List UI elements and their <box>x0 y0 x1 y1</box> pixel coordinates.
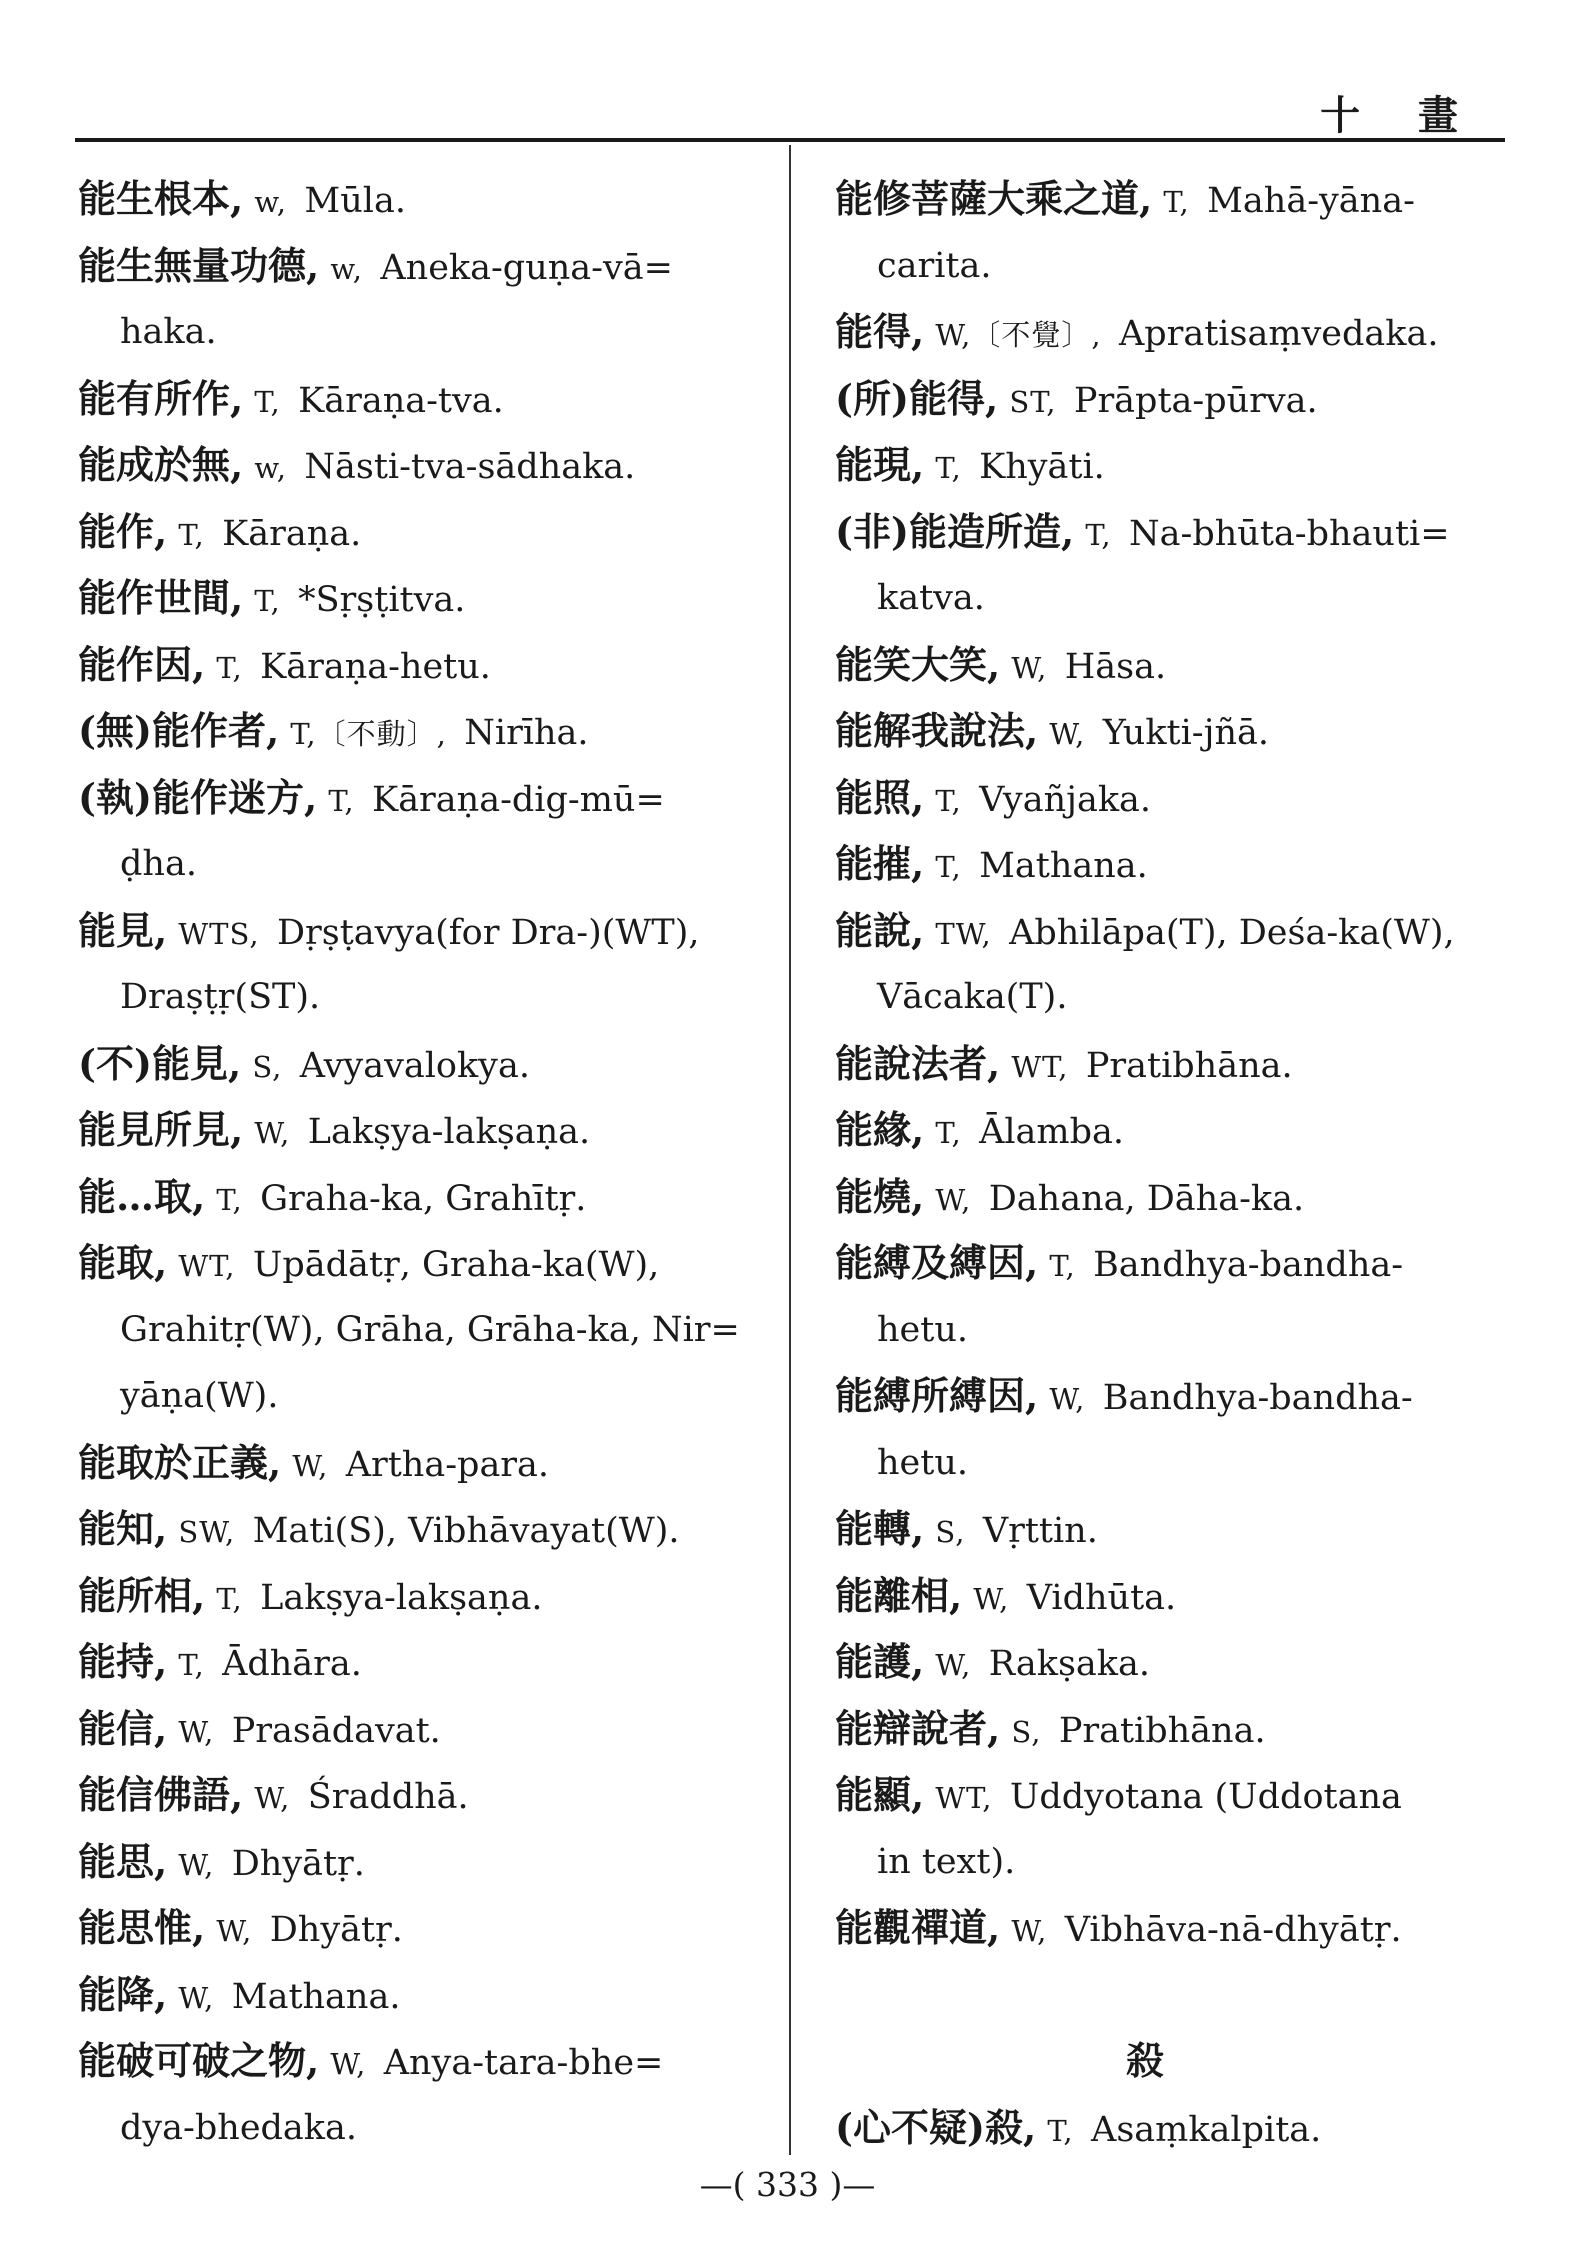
entry-source: S, <box>252 1049 283 1084</box>
entry-source: W, <box>292 1448 329 1483</box>
entry-sanskrit: Ādhāra. <box>222 1644 362 1684</box>
entry-first-line <box>78 2028 768 2095</box>
entry-term: 能說法者, <box>835 1040 1001 1086</box>
entry-term: 能辯說者, <box>835 1705 1001 1751</box>
entry-term: 能縛所縛因, <box>835 1373 1039 1418</box>
header-rule <box>75 138 1505 142</box>
dictionary-entry <box>78 898 768 1031</box>
entry-source: WTS, <box>178 916 260 951</box>
entry-term: 能有所作, <box>78 375 244 421</box>
entry-continuation: ḍha. <box>120 844 197 884</box>
entry-term: 能笑大笑, <box>835 641 1001 687</box>
dictionary-entry <box>78 1097 768 1164</box>
entry-first-line <box>835 1629 1515 1696</box>
dictionary-entry <box>835 1629 1515 1696</box>
dictionary-entry <box>78 233 768 366</box>
entry-term: 能轉, <box>835 1506 925 1551</box>
entry-continuation: hetu. <box>877 1309 968 1350</box>
dictionary-entry <box>78 765 768 898</box>
dictionary-entry <box>78 1164 768 1231</box>
entry-source: S, <box>935 1515 966 1549</box>
entry-source: T, <box>216 650 243 685</box>
entry-sanskrit: Avyavalokya. <box>299 1045 530 1086</box>
entry-sanskrit: Kāraṇa-hetu. <box>260 646 491 687</box>
dictionary-entry <box>835 765 1515 832</box>
entry-sanskrit: Śraddhā. <box>307 1777 469 1817</box>
entry-continuation: katva. <box>877 578 985 618</box>
entry-term: 能生根本, <box>78 176 244 221</box>
entry-sanskrit: Vṛttin. <box>982 1511 1098 1551</box>
entry-first-line <box>78 1962 768 2029</box>
dictionary-entry <box>78 1962 768 2029</box>
entry-sanskrit: Hāsa. <box>1064 646 1167 687</box>
entry-first-line <box>835 1496 1515 1563</box>
page-header <box>75 72 1505 142</box>
entry-first-line <box>835 1696 1515 1763</box>
entry-first-line <box>78 632 768 699</box>
entry-term: 能知, <box>78 1506 168 1551</box>
entry-source: T, <box>935 783 962 818</box>
entry-term: 能離相, <box>835 1572 963 1618</box>
right-column <box>835 166 1515 2161</box>
entry-term: 能得, <box>835 309 925 354</box>
entry-source: T, <box>1163 185 1190 219</box>
entry-sanskrit: Abhilāpa(T), Deśa-ka(W), <box>1009 912 1455 953</box>
dictionary-entry <box>78 499 768 566</box>
dictionary-entry <box>835 499 1515 632</box>
entry-first-line <box>78 1563 768 1630</box>
entry-source: T, <box>1049 1249 1076 1283</box>
entry-sanskrit: Na-bhūta-bhauti= <box>1129 513 1450 554</box>
entry-source: T, <box>216 1182 243 1217</box>
dictionary-entry <box>835 1563 1515 1630</box>
entry-term: 能取, <box>78 1240 168 1285</box>
entry-first-line <box>835 1895 1515 1962</box>
entry-first-line <box>78 1829 768 1896</box>
dictionary-entry <box>835 1895 1515 1962</box>
entry-continuation: yāṇa(W). <box>120 1376 279 1416</box>
entry-source: SW, <box>178 1515 236 1549</box>
entry-source: W, <box>973 1581 1010 1616</box>
dictionary-entry <box>78 366 768 433</box>
entry-term: 能燒, <box>835 1173 925 1219</box>
entry-first-line <box>78 1629 768 1696</box>
entry-continuation: dya-bhedaka. <box>120 2107 358 2148</box>
entry-first-line <box>835 765 1515 832</box>
entry-sanskrit: Graha-ka, Grahītṛ. <box>260 1178 587 1219</box>
entry-term: (無)能作者, <box>78 708 280 753</box>
entry-source: W, <box>330 2047 367 2081</box>
entry-sanskrit: Mati(S), Vibhāvayat(W). <box>252 1511 680 1551</box>
entry-sanskrit: Upādātṛ, Graha-ka(W), <box>252 1245 660 1285</box>
running-head: 十 畫 <box>1320 92 1480 139</box>
entry-source: W, <box>1011 1914 1048 1948</box>
dictionary-entry <box>78 1496 768 1563</box>
entry-first-line <box>78 898 768 965</box>
entry-source: TW, <box>935 916 992 951</box>
dictionary-entry <box>78 698 768 765</box>
entry-continuation: Vācaka(T). <box>877 977 1068 1017</box>
entry-sanskrit: Dhyātṛ. <box>269 1910 403 1950</box>
dictionary-entry <box>835 1230 1515 1363</box>
entry-first-line <box>78 1696 768 1763</box>
entry-first-line <box>78 499 768 566</box>
entry-first-line <box>78 1164 768 1231</box>
entry-sanskrit: Kāraṇa. <box>222 513 362 554</box>
entry-source: W,〔不覺〕, <box>935 318 1102 352</box>
entry-first-line <box>835 1363 1515 1430</box>
entry-term: 能思, <box>78 1838 168 1884</box>
entry-term: 能取於正義, <box>78 1439 282 1485</box>
dictionary-entry <box>835 1031 1515 1098</box>
entry-source: W, <box>1049 717 1086 751</box>
dictionary-entry <box>835 1496 1515 1563</box>
entry-sanskrit: Nirīha. <box>464 713 589 753</box>
entry-sanskrit: Mathana. <box>231 1976 401 2017</box>
entry-first-line <box>78 1230 768 1297</box>
entry-sanskrit: Rakṣaka. <box>988 1644 1150 1684</box>
entry-term: 能照, <box>835 774 925 820</box>
entry-first-line <box>835 299 1515 366</box>
entry-source: W, <box>178 1714 215 1749</box>
entry-term: 能生無量功德, <box>78 242 320 288</box>
entry-source: W, <box>1049 1382 1086 1416</box>
entry-sanskrit: Prāpta-pūrva. <box>1073 380 1318 421</box>
entry-term: 能持, <box>78 1639 168 1684</box>
entry-sanskrit: Pratibhāna. <box>1058 1710 1266 1751</box>
entry-first-line <box>78 1496 768 1563</box>
entry-sanskrit: *Sṛṣṭitva. <box>298 580 466 620</box>
entry-term: 能緣, <box>835 1107 925 1152</box>
entry-source: S, <box>1011 1714 1042 1749</box>
entry-term: 能顯, <box>835 1772 925 1817</box>
entry-sanskrit: Mahā-yāna- <box>1207 181 1415 221</box>
dictionary-entry <box>78 1895 768 1962</box>
dictionary-entry <box>78 1696 768 1763</box>
entry-first-line <box>78 233 768 300</box>
entry-sanskrit: Artha-para. <box>345 1444 550 1485</box>
entry-first-line <box>78 1097 768 1164</box>
entry-sanskrit: Lakṣya-lakṣaṇa. <box>307 1112 591 1152</box>
entry-term: 能破可破之物, <box>78 2038 320 2083</box>
entry-term: 能思惟, <box>78 1905 206 1950</box>
entry-term: (不)能見, <box>78 1040 242 1086</box>
entry-first-line <box>78 1430 768 1497</box>
dictionary-entry <box>78 166 768 233</box>
entry-term: (所)能得, <box>835 375 999 421</box>
entry-sanskrit: Anya-tara-bhe= <box>383 2043 664 2083</box>
entry-first-line <box>835 432 1515 499</box>
entry-term: 能現, <box>835 442 925 487</box>
entry-source: W, <box>254 1781 291 1815</box>
entry-first-line <box>78 765 768 832</box>
entry-source: w, <box>254 451 287 485</box>
entry-term: 能修菩薩大乘之道, <box>835 176 1153 221</box>
left-column <box>78 166 768 2161</box>
entry-sanskrit: Apratisaṃvedaka. <box>1118 314 1439 354</box>
entry-first-line <box>835 366 1515 433</box>
entry-first-line <box>835 632 1515 699</box>
entry-sanskrit: Bandhya-bandha- <box>1093 1245 1404 1285</box>
dictionary-entry <box>835 1164 1515 1231</box>
entry-sanskrit: Vyañjaka. <box>979 779 1152 820</box>
entry-term: 能作因, <box>78 641 206 687</box>
entry-term: (心不疑)殺, <box>835 2104 1037 2150</box>
dictionary-entry <box>78 632 768 699</box>
entry-sanskrit: Mūla. <box>304 181 406 221</box>
entry-first-line <box>78 366 768 433</box>
entry-first-line <box>835 1097 1515 1164</box>
section-heading: 殺 <box>1125 2038 1164 2083</box>
dictionary-entry <box>78 432 768 499</box>
entry-source: W, <box>254 1116 291 1150</box>
entry-first-line <box>78 1031 768 1098</box>
entry-source: T, <box>935 1116 962 1150</box>
entry-sanskrit: Dṛṣṭavya(for Dra-)(WT), <box>276 912 700 953</box>
entry-term: 能摧, <box>835 841 925 886</box>
entry-sanskrit: Aneka-guṇa-vā= <box>380 247 673 288</box>
entry-source: T, <box>328 783 355 818</box>
dictionary-entry <box>78 1230 768 1430</box>
entry-sanskrit: Dhyātṛ. <box>231 1843 365 1884</box>
entry-term: 能護, <box>835 1639 925 1684</box>
entry-source: W, <box>1011 650 1048 685</box>
entry-sanskrit: Asaṃkalpita. <box>1091 2109 1322 2150</box>
entry-term: 能信, <box>78 1705 168 1751</box>
entry-continuation: Grahitṛ(W), Grāha, Grāha-ka, Nir= <box>120 1309 740 1350</box>
entry-sanskrit: Yukti-jñā. <box>1102 713 1270 753</box>
entry-source: W, <box>935 1648 972 1682</box>
entry-term: 能見, <box>78 907 168 953</box>
entry-source: T, <box>1085 517 1112 552</box>
entry-term: (執)能作迷方, <box>78 774 318 820</box>
entry-first-line <box>835 166 1515 233</box>
entry-source: WT, <box>935 1781 993 1815</box>
entry-first-line <box>78 698 768 765</box>
dictionary-entry <box>78 1829 768 1896</box>
entry-first-line <box>78 166 768 233</box>
entry-source: T, <box>254 584 281 618</box>
dictionary-entry <box>78 1031 768 1098</box>
dictionary-entry <box>78 565 768 632</box>
entry-source: W, <box>178 1980 215 2015</box>
entry-source: W, <box>178 1847 215 1882</box>
entry-term: 能觀禪道, <box>835 1905 1001 1950</box>
entry-source: W, <box>216 1914 253 1948</box>
entry-first-line <box>835 2095 1515 2162</box>
dictionary-entry <box>835 366 1515 433</box>
entry-first-line <box>835 499 1515 566</box>
entry-sanskrit: Bandhya-bandha- <box>1102 1378 1413 1418</box>
dictionary-entry <box>835 432 1515 499</box>
entry-sanskrit: Vidhūta. <box>1026 1577 1177 1618</box>
entry-term: 能所相, <box>78 1572 206 1618</box>
entry-first-line <box>835 1164 1515 1231</box>
entry-sanskrit: Khyāti. <box>979 447 1105 487</box>
entry-first-line <box>835 1031 1515 1098</box>
dictionary-entry <box>835 698 1515 765</box>
dictionary-entry <box>78 1629 768 1696</box>
entry-source: WT, <box>178 1249 236 1283</box>
entry-source: WT, <box>1011 1049 1069 1084</box>
entry-first-line <box>78 1895 768 1962</box>
dictionary-entry <box>835 2095 1515 2162</box>
entry-continuation: in text). <box>877 1841 1016 1882</box>
dictionary-entry <box>78 1762 768 1829</box>
entry-term: 能見所見, <box>78 1107 244 1152</box>
dictionary-entry <box>835 1696 1515 1763</box>
entry-source: T, <box>178 1648 205 1682</box>
dictionary-entry <box>835 1097 1515 1164</box>
entry-source: w, <box>330 251 363 286</box>
entry-first-line <box>78 1762 768 1829</box>
entry-term: 能說, <box>835 907 925 953</box>
entry-first-line <box>78 565 768 632</box>
entry-sanskrit: Kāraṇa-tva. <box>298 380 504 421</box>
dictionary-entry <box>835 299 1515 366</box>
entry-first-line <box>835 698 1515 765</box>
entry-term: 能縛及縛因, <box>835 1240 1039 1285</box>
dictionary-entry <box>78 1430 768 1497</box>
entry-sanskrit: Mathana. <box>979 846 1148 886</box>
entry-sanskrit: Pratibhāna. <box>1085 1045 1293 1086</box>
entry-first-line <box>78 432 768 499</box>
entry-source: T, <box>216 1581 243 1616</box>
dictionary-entry <box>78 1563 768 1630</box>
entry-sanskrit: Ālamba. <box>979 1112 1124 1152</box>
entry-source: T, <box>935 850 962 884</box>
entry-source: w, <box>254 185 287 219</box>
dictionary-entry <box>835 166 1515 299</box>
entry-sanskrit: Uddyotana (Uddotana <box>1009 1777 1402 1817</box>
entry-sanskrit: Prasādavat. <box>231 1710 441 1751</box>
entry-continuation: hetu. <box>877 1442 968 1483</box>
entry-term: 能作世間, <box>78 575 244 620</box>
entry-sanskrit: Dahana, Dāha-ka. <box>988 1178 1305 1219</box>
entry-term: 能…取, <box>78 1173 206 1219</box>
entry-first-line <box>835 898 1515 965</box>
entry-source: T, <box>178 517 205 552</box>
page-number: —( 333 )— <box>699 2165 876 2204</box>
entry-source: T,〔不動〕, <box>290 717 447 751</box>
entry-source: T, <box>1047 2113 1074 2148</box>
entry-source: T, <box>254 384 281 419</box>
entry-sanskrit: Kāraṇa-dig-mū= <box>372 779 665 820</box>
dictionary-entry <box>835 1762 1515 1895</box>
entry-source: T, <box>935 451 962 485</box>
section-spacer <box>835 1962 1515 2029</box>
entry-sanskrit: Vibhāva-nā-dhyātṛ. <box>1064 1910 1402 1950</box>
entry-sanskrit: Nāsti-tva-sādhaka. <box>304 447 636 487</box>
dictionary-entry <box>835 1363 1515 1496</box>
entry-term: 能成於無, <box>78 442 244 487</box>
dictionary-entry <box>835 632 1515 699</box>
entry-continuation: haka. <box>120 312 217 352</box>
entry-term: 能解我說法, <box>835 708 1039 753</box>
entry-first-line <box>835 1762 1515 1829</box>
entry-first-line <box>835 1563 1515 1630</box>
dictionary-entry <box>835 898 1515 1031</box>
entry-source: W, <box>935 1182 972 1217</box>
entry-source: ST, <box>1009 384 1057 419</box>
entry-first-line <box>835 831 1515 898</box>
entry-first-line <box>835 1230 1515 1297</box>
entry-term: (非)能造所造, <box>835 508 1075 554</box>
dictionary-entry <box>78 2028 768 2161</box>
entry-term: 能作, <box>78 508 168 554</box>
entry-term: 能降, <box>78 1971 168 2017</box>
entry-sanskrit: Lakṣya-lakṣaṇa. <box>260 1577 543 1618</box>
entry-continuation: carita. <box>877 245 992 286</box>
entry-continuation: Draṣṭṛ(ST). <box>120 977 321 1017</box>
entry-term: 能信佛語, <box>78 1772 244 1817</box>
dictionary-entry <box>835 831 1515 898</box>
column-divider <box>789 145 791 2155</box>
